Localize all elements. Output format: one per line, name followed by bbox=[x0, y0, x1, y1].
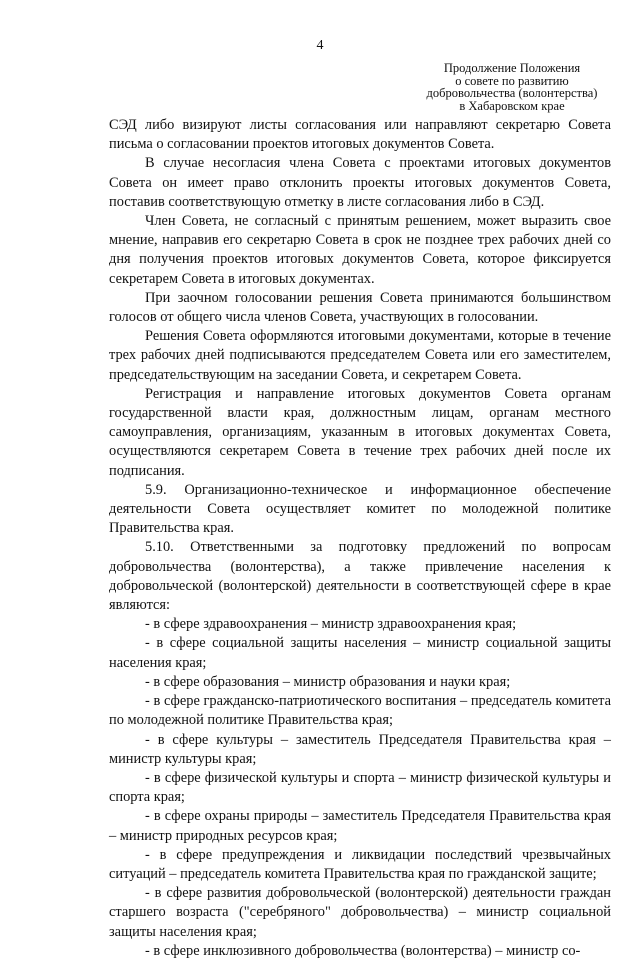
list-item: - в сфере образования – министр образования и науки края; bbox=[145, 673, 511, 690]
header-line: о совете по развитию bbox=[455, 73, 569, 88]
paragraph: Решения Совета оформляются итоговыми документами, которые в течение трех рабочих дней подписываются председателем Совета или его заместителем, председательствующим на заседании Совета, и секретарем Совета. bbox=[109, 328, 611, 383]
page-number: 4 bbox=[316, 38, 324, 53]
list-item: - в сфере физической культуры и спорта – министр физической культуры и спорта края; bbox=[109, 769, 611, 806]
paragraph: В случае несогласия члена Совета с проектами итоговых документов Совета он имеет право отклонить проекты итоговых документов Совета, поставив соответствующую отметку в листе согласования либо в СЭД. bbox=[109, 155, 611, 210]
paragraph: Регистрация и направление итоговых документов Совета органам государственной власти края, должностным лицам, органам местного самоуправления, организациям, указанным в итоговых документах Совета, осуществляются секретарем Совета в течение трех рабочих дней после их подписания. bbox=[109, 385, 611, 479]
list-item: - в сфере культуры – заместитель Председателя Правительства края – министр культуры края; bbox=[109, 731, 611, 767]
paragraph-section-5-10: 5.10. Ответственными за подготовку предложений по вопросам добровольчества (волонтерства), а также привлечение населения к добровольческой (волонтерской) деятельности в соответствующей сфере в крае являются: bbox=[109, 539, 611, 614]
paragraph-section-5-9: 5.9. Организационно-техническое и информационное обеспечение деятельности Совета осуществляет комитет по молодежной политике Правительства края. bbox=[109, 481, 611, 537]
header-line: Продолжение Положения bbox=[443, 61, 581, 75]
list-item: - в сфере развития добровольческой (волонтерской) деятельности граждан старшего возраста ("серебряного" добровольчества) – министр социальной защиты населения края; bbox=[109, 885, 611, 940]
document-body bbox=[109, 116, 611, 961]
list-item: - в сфере инклюзивного добровольчества (волонтерства) – министр со- bbox=[145, 942, 581, 959]
paragraph: При заочном голосовании решения Совета принимаются большинством голосов от общего числа членов Совета, участвующих в голосовании. bbox=[109, 289, 611, 326]
list-item: - в сфере гражданско-патриотического воспитания – председатель комитета по молодежной политике Правительства края; bbox=[109, 693, 611, 729]
header-line: в Хабаровском крае bbox=[459, 98, 565, 113]
paragraph: Член Совета, не согласный с принятым решением, может выразить свое мнение, направив его секретарю Совета в срок не позднее трех рабочих дней со дня получения проектов итоговых документов Совета, которое фиксируется секретарем Совета в итоговых документах. bbox=[109, 213, 611, 287]
header-line: добровольчества (волонтерства) bbox=[426, 86, 598, 100]
list-item: - в сфере предупреждения и ликвидации последствий чрезвычайных ситуаций – председатель комитета Правительства края по гражданской защите; bbox=[109, 846, 611, 882]
list-item: - в сфере здравоохранения – министр здравоохранения края; bbox=[145, 616, 517, 633]
paragraph: СЭД либо визируют листы согласования или направляют секретарю Совета письма о согласовании проектов итоговых документов Совета. bbox=[109, 117, 611, 153]
list-item: - в сфере социальной защиты населения – министр социальной защиты населения края; bbox=[109, 635, 611, 671]
document-header bbox=[412, 62, 612, 112]
list-item: - в сфере охраны природы – заместитель Председателя Правительства края – министр природных ресурсов края; bbox=[109, 808, 611, 844]
